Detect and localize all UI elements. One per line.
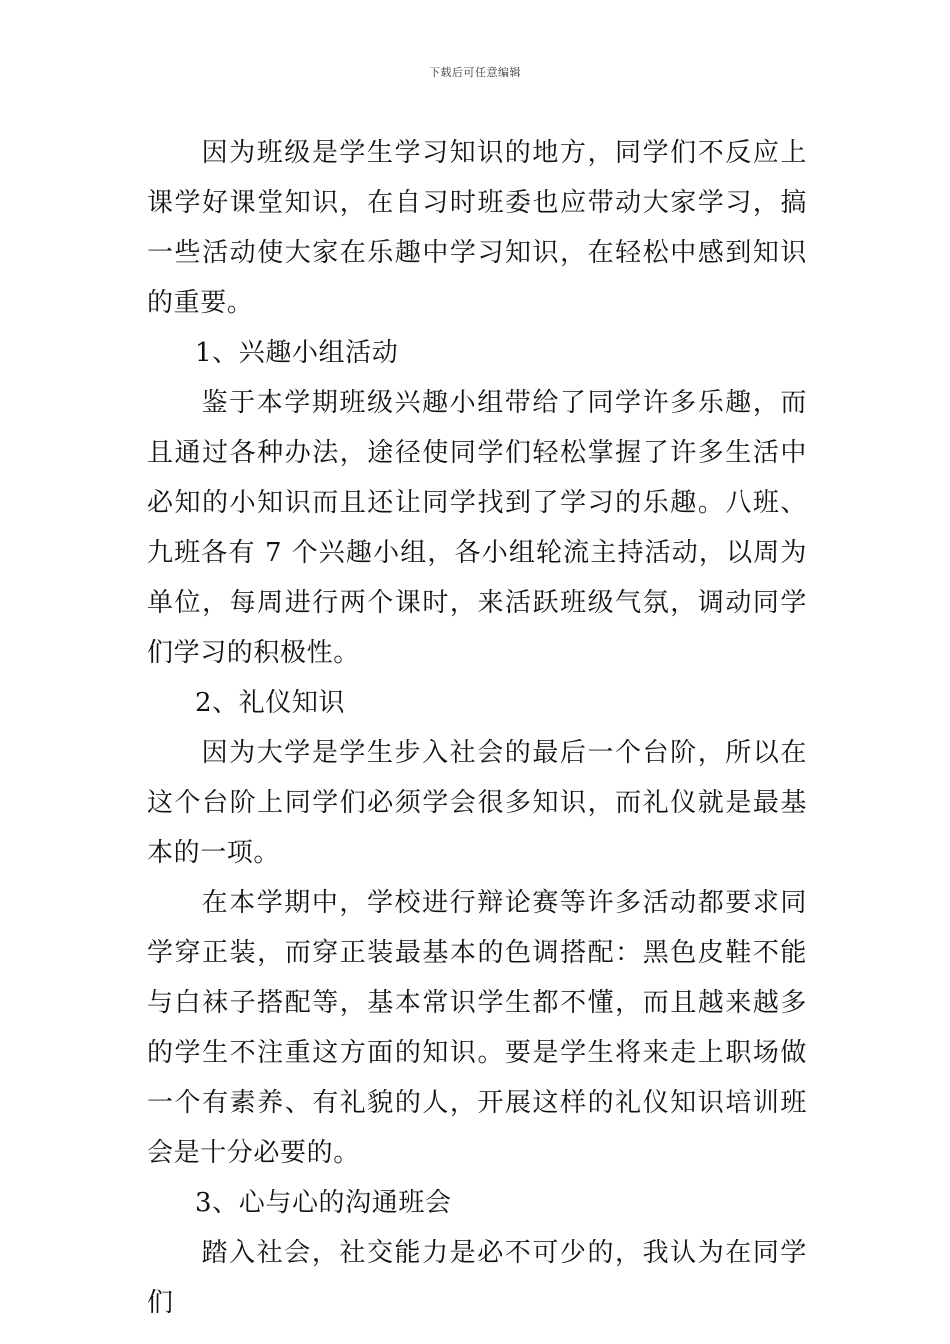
paragraph-interest-groups: 鉴于本学期班级兴趣小组带给了同学许多乐趣，而且通过各种办法，途径使同学们轻松掌握了许多生活中必知的小知识而且还让同学找到了学习的乐趣。八班、九班各有 7 个兴趣小组，各小组轮流主持活动，以周为单位，每周进行两个课时，来活跃班级气氛，调动同学们学习的积极性。	[147, 388, 807, 668]
paragraph-communication: 踏入社会，社交能力是必不可少的，我认为在同学们	[147, 1238, 807, 1318]
page-header: 下载后可任意编辑	[429, 66, 521, 79]
document-body	[147, 128, 807, 1328]
section-heading-etiquette: 2、礼仪知识	[195, 688, 346, 718]
section-heading-communication: 3、心与心的沟通班会	[195, 1188, 452, 1218]
paragraph-etiquette-detail: 在本学期中，学校进行辩论赛等许多活动都要求同学穿正装，而穿正装最基本的色调搭配：黑色皮鞋不能与白袜子搭配等，基本常识学生都不懂，而且越来越多的学生不注重这方面的知识。要是学生将来走上职场做一个有素养、有礼貌的人，开展这样的礼仪知识培训班会是十分必要的。	[147, 888, 807, 1168]
section-heading-interest-groups: 1、兴趣小组活动	[195, 338, 399, 368]
paragraph-etiquette-intro: 因为大学是学生步入社会的最后一个台阶，所以在这个台阶上同学们必须学会很多知识，而礼仪就是最基本的一项。	[147, 738, 807, 868]
paragraph-intro: 因为班级是学生学习知识的地方，同学们不反应上课学好课堂知识，在自习时班委也应带动大家学习，搞一些活动使大家在乐趣中学习知识，在轻松中感到知识的重要。	[147, 138, 807, 318]
